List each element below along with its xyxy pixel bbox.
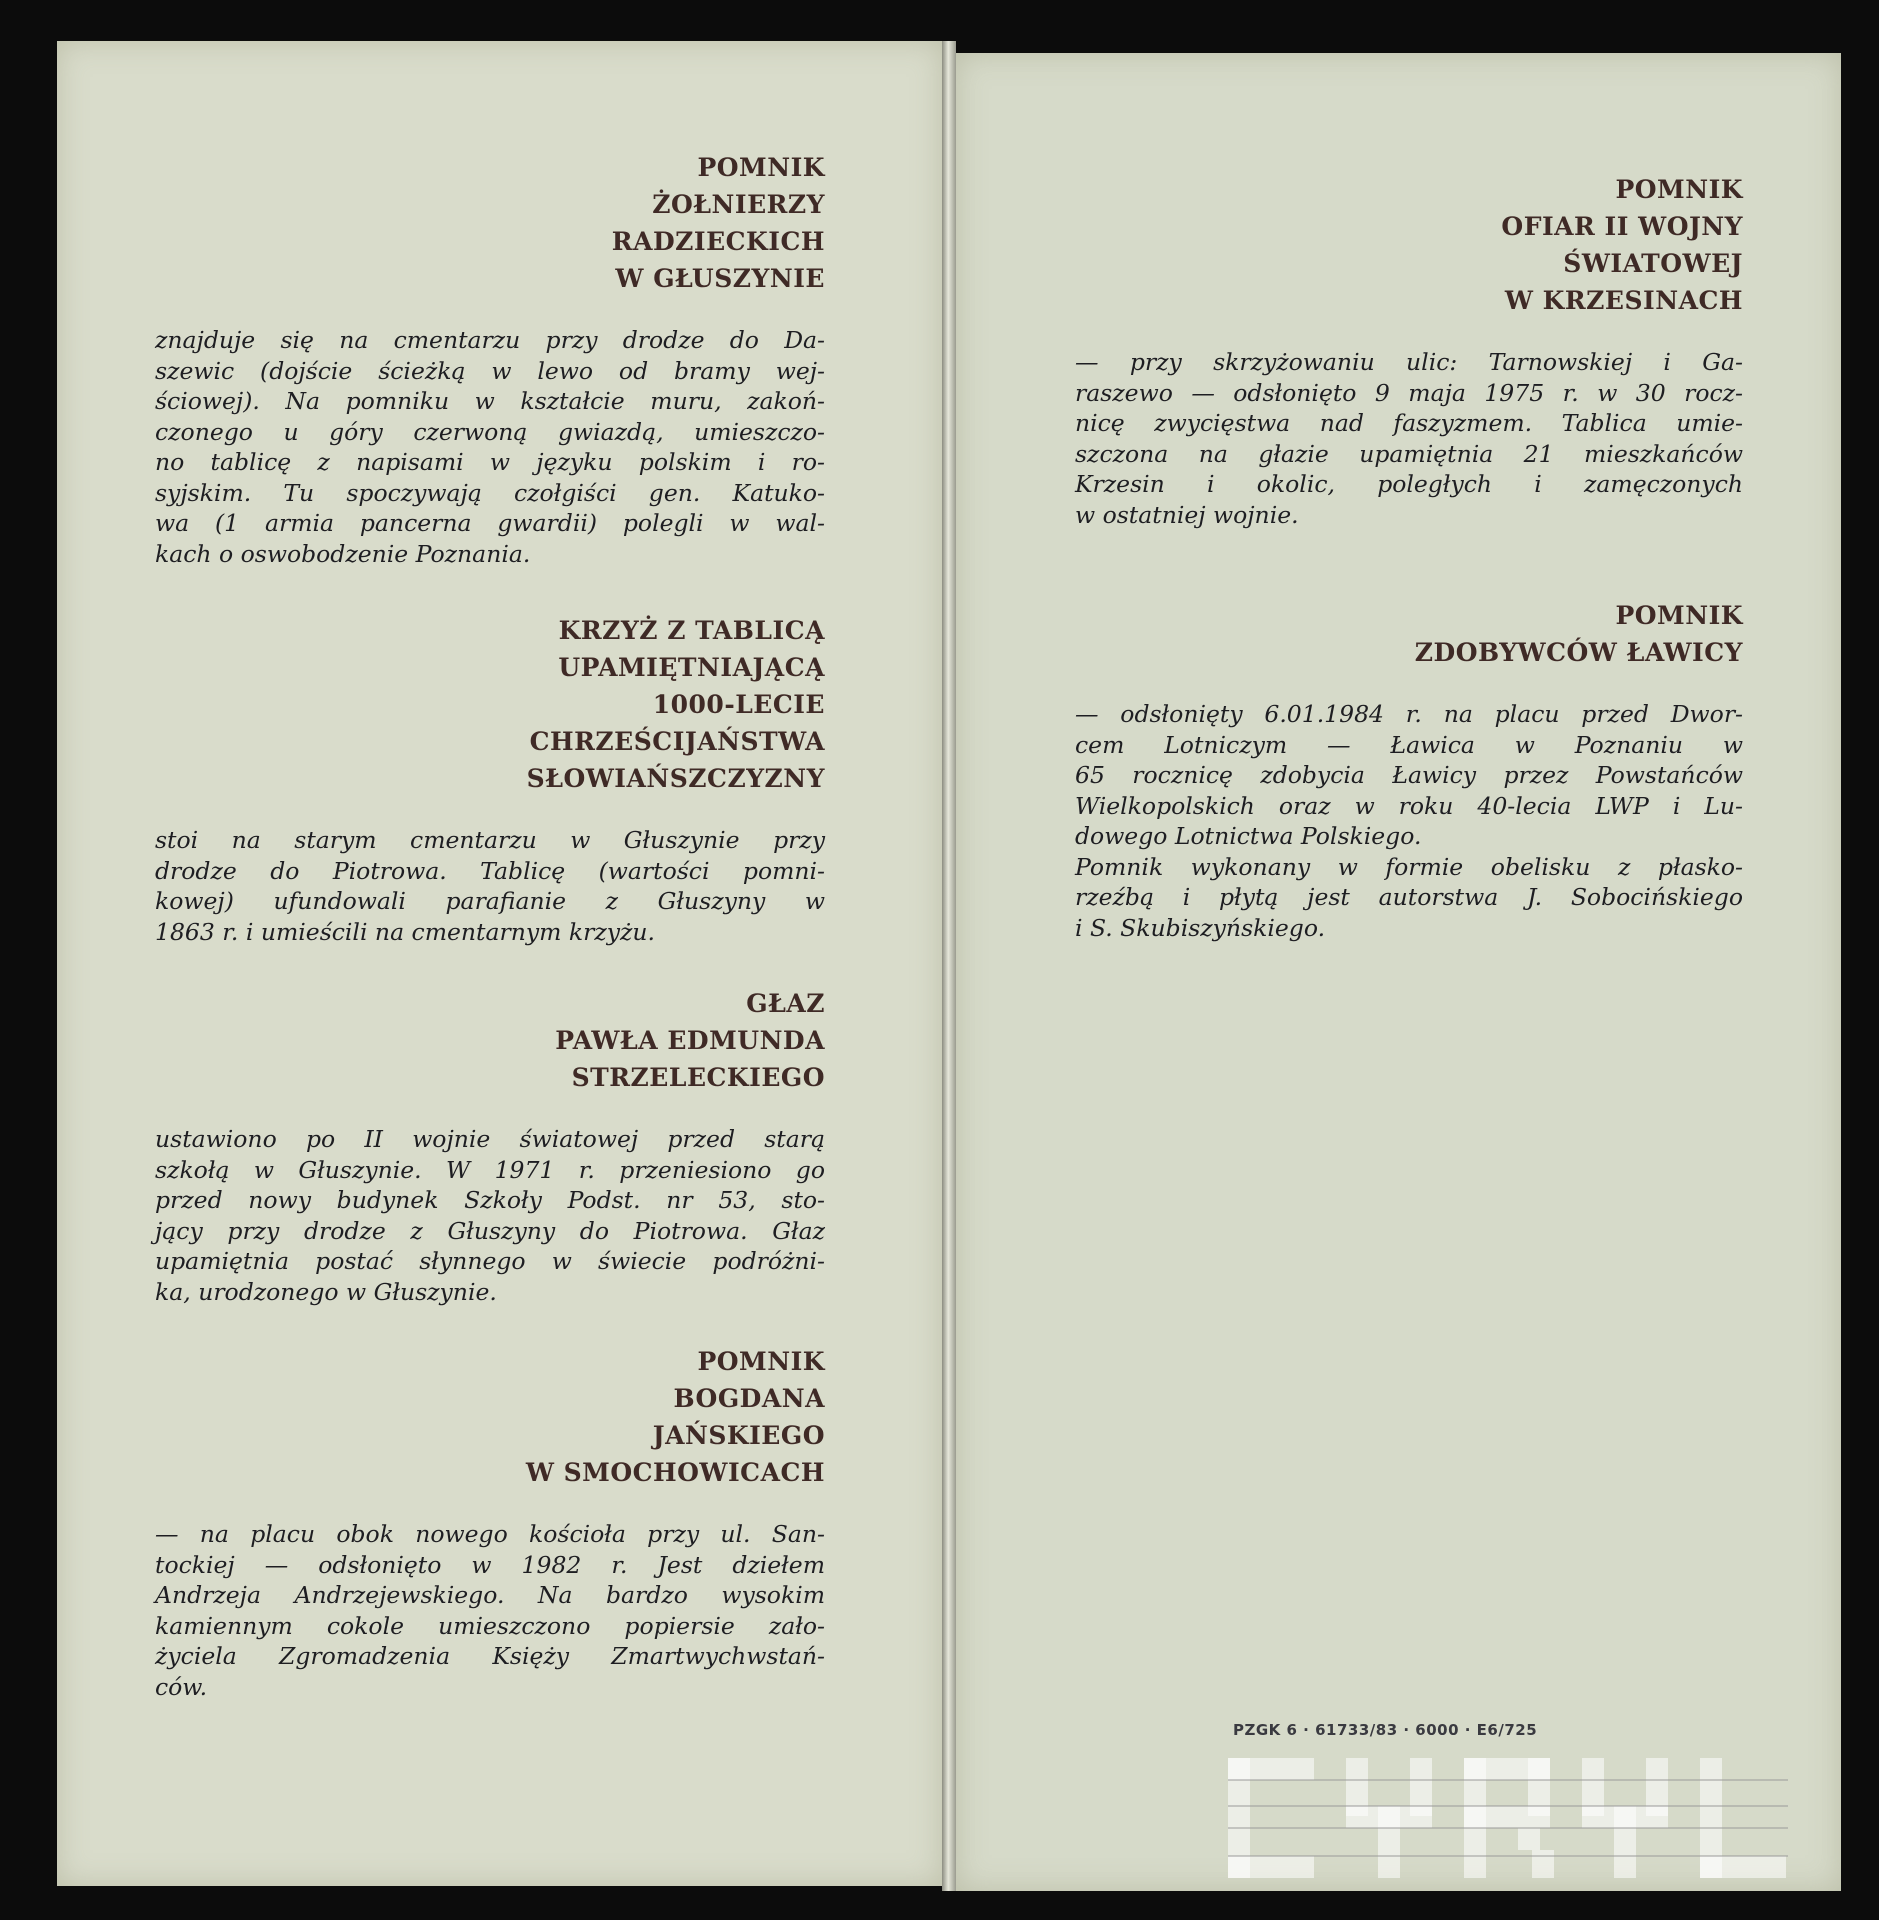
heading-line: STRZELECKIEGO bbox=[571, 1063, 825, 1092]
body-line: jący przy drodze z Głuszyny do Piotrowa. Głaz bbox=[155, 1216, 825, 1245]
section-krzyz-z-tablica-upamietniajaca-1000-lecie-chrzescijanstwa-slowianszczyzny bbox=[155, 612, 825, 947]
body-line: rzeźbą i płytą jest autorstwa J. Sobocińskiego bbox=[1075, 883, 1743, 911]
body-line: raszewo — odsłonięto 9 maja 1975 r. w 30 rocz- bbox=[1075, 378, 1743, 407]
body-line: nicę zwycięstwa nad faszyzmem. Tablica umie- bbox=[1075, 409, 1743, 437]
body-line: przed nowy budynek Szkoły Podst. nr 53, sto- bbox=[155, 1186, 825, 1214]
body-line: 1863 r. i umieścili na cmentarnym krzyżu. bbox=[155, 917, 656, 946]
section-heading bbox=[1075, 171, 1743, 319]
section-glaz-pawla-edmunda-strzeleckiego bbox=[155, 985, 825, 1307]
body-line: upamiętnia postać słynnego w świecie podróżni- bbox=[155, 1247, 825, 1275]
heading-line: W KRZESINACH bbox=[1504, 286, 1743, 315]
section-heading bbox=[1075, 597, 1743, 671]
body-line: czonego u góry czerwoną gwiazdą, umieszczo- bbox=[155, 417, 825, 446]
section-heading bbox=[155, 1343, 825, 1491]
body-line: drodze do Piotrowa. Tablicę (wartości pomni- bbox=[155, 856, 825, 885]
section-pomnik-zdobywcow-lawicy bbox=[1075, 597, 1743, 943]
heading-line: POMNIK bbox=[697, 153, 825, 182]
section-body bbox=[155, 825, 825, 947]
body-line: ściowej). Na pomniku w kształcie muru, zakoń- bbox=[155, 387, 825, 415]
body-line: szkołą w Głuszynie. W 1971 r. przeniesiono go bbox=[155, 1155, 825, 1184]
heading-line: SŁOWIAŃSZCZYZNY bbox=[526, 764, 825, 793]
heading-line: UPAMIĘTNIAJĄCĄ bbox=[558, 653, 825, 682]
body-line: — odsłonięty 6.01.1984 r. na placu przed Dwor- bbox=[1075, 700, 1743, 728]
body-line: — przy skrzyżowaniu ulic: Tarnowskiej i Ga- bbox=[1075, 348, 1743, 376]
body-line: tockiej — odsłonięto w 1982 r. Jest dziełem bbox=[155, 1550, 825, 1579]
body-line: Krzesin i okolic, poległych i zamęczonych bbox=[1075, 470, 1743, 498]
body-line: stoi na starym cmentarzu w Głuszynie przy bbox=[155, 826, 825, 854]
heading-line: ŻOŁNIERZY bbox=[652, 190, 825, 219]
body-line: ustawiono po II wojnie światowej przed starą bbox=[155, 1125, 825, 1153]
body-line: Wielkopolskich oraz w roku 40-lecia LWP i Lu- bbox=[1075, 791, 1743, 820]
heading-line: BOGDANA bbox=[673, 1384, 825, 1413]
body-line: życiela Zgromadzenia Księży Zmartwychwstań- bbox=[155, 1642, 825, 1670]
section-pomnik-ofiar-ii-wojny-swiatowej-w-krzesinach bbox=[1075, 171, 1743, 530]
body-line: kowej) ufundowali parafianie z Głuszyny w bbox=[155, 887, 825, 915]
body-line: ka, urodzonego w Głuszynie. bbox=[155, 1277, 497, 1306]
body-line: znajduje się na cmentarzu przy drodze do Da- bbox=[155, 326, 825, 354]
body-line: Andrzeja Andrzejewskiego. Na bardzo wysokim bbox=[155, 1581, 825, 1609]
body-line: kamiennym cokole umieszczono popiersie zało- bbox=[155, 1611, 825, 1640]
heading-line: W SMOCHOWICACH bbox=[525, 1458, 825, 1487]
heading-line: POMNIK bbox=[697, 1347, 825, 1376]
heading-line: POMNIK bbox=[1615, 175, 1743, 204]
heading-line: CHRZEŚCIJAŃSTWA bbox=[529, 727, 825, 756]
section-body bbox=[155, 1124, 825, 1307]
heading-line: KRZYŻ Z TABLICĄ bbox=[558, 616, 825, 645]
heading-line: OFIAR II WOJNY bbox=[1501, 212, 1743, 241]
body-line: no tablicę z napisami w języku polskim i ro- bbox=[155, 448, 825, 476]
body-line: szczona na głazie upamiętnia 21 mieszkańców bbox=[1075, 439, 1743, 468]
section-pomnik-zolnierzy-radzieckich-w-gluszynie bbox=[155, 149, 825, 569]
heading-line: RADZIECKICH bbox=[611, 227, 825, 256]
heading-line: W GŁUSZYNIE bbox=[615, 264, 825, 293]
section-heading bbox=[155, 149, 825, 297]
body-line: kach o oswobodzenie Poznania. bbox=[155, 539, 531, 568]
body-line: szewic (dojście ścieżką w lewo od bramy wej- bbox=[155, 356, 825, 385]
cyryl-watermark-logo bbox=[1228, 1758, 1788, 1878]
section-heading bbox=[155, 612, 825, 797]
heading-line: PAWŁA EDMUNDA bbox=[555, 1026, 825, 1055]
body-line: cem Lotniczym — Ławica w Poznaniu w bbox=[1075, 730, 1743, 759]
section-heading bbox=[155, 985, 825, 1096]
body-line: w ostatniej wojnie. bbox=[1075, 500, 1299, 529]
heading-line: ŚWIATOWEJ bbox=[1563, 249, 1743, 278]
section-body bbox=[155, 325, 825, 569]
body-line: dowego Lotnictwa Polskiego. bbox=[1075, 822, 1422, 850]
section-body bbox=[1075, 347, 1743, 530]
body-line: Pomnik wykonany w formie obelisku z płasko- bbox=[1075, 852, 1743, 881]
body-line: syjskim. Tu spoczywają czołgiści gen. Katuko- bbox=[155, 478, 825, 507]
heading-line: 1000-LECIE bbox=[652, 690, 825, 719]
left-page bbox=[57, 41, 942, 1886]
body-line: — na placu obok nowego kościoła przy ul. San- bbox=[155, 1520, 825, 1548]
body-line: wa (1 armia pancerna gwardii) polegli w wal- bbox=[155, 509, 825, 537]
section-body bbox=[1075, 699, 1743, 943]
heading-line: POMNIK bbox=[1615, 601, 1743, 630]
heading-line: ZDOBYWCÓW ŁAWICY bbox=[1414, 638, 1743, 667]
section-body bbox=[155, 1519, 825, 1702]
heading-line: JAŃSKIEGO bbox=[652, 1421, 825, 1450]
section-pomnik-bogdana-janskiego-w-smochowicach bbox=[155, 1343, 825, 1702]
book-gutter bbox=[942, 41, 956, 1891]
right-page bbox=[956, 53, 1841, 1891]
body-line: 65 rocznicę zdobycia Ławicy przez Powstańców bbox=[1075, 761, 1743, 789]
printer-imprint: PZGK 6 · 61733/83 · 6000 · E6/725 bbox=[1233, 1721, 1538, 1739]
body-line: ców. bbox=[155, 1672, 208, 1701]
body-line: i S. Skubiszyńskiego. bbox=[1075, 913, 1326, 942]
heading-line: GŁAZ bbox=[746, 989, 825, 1018]
